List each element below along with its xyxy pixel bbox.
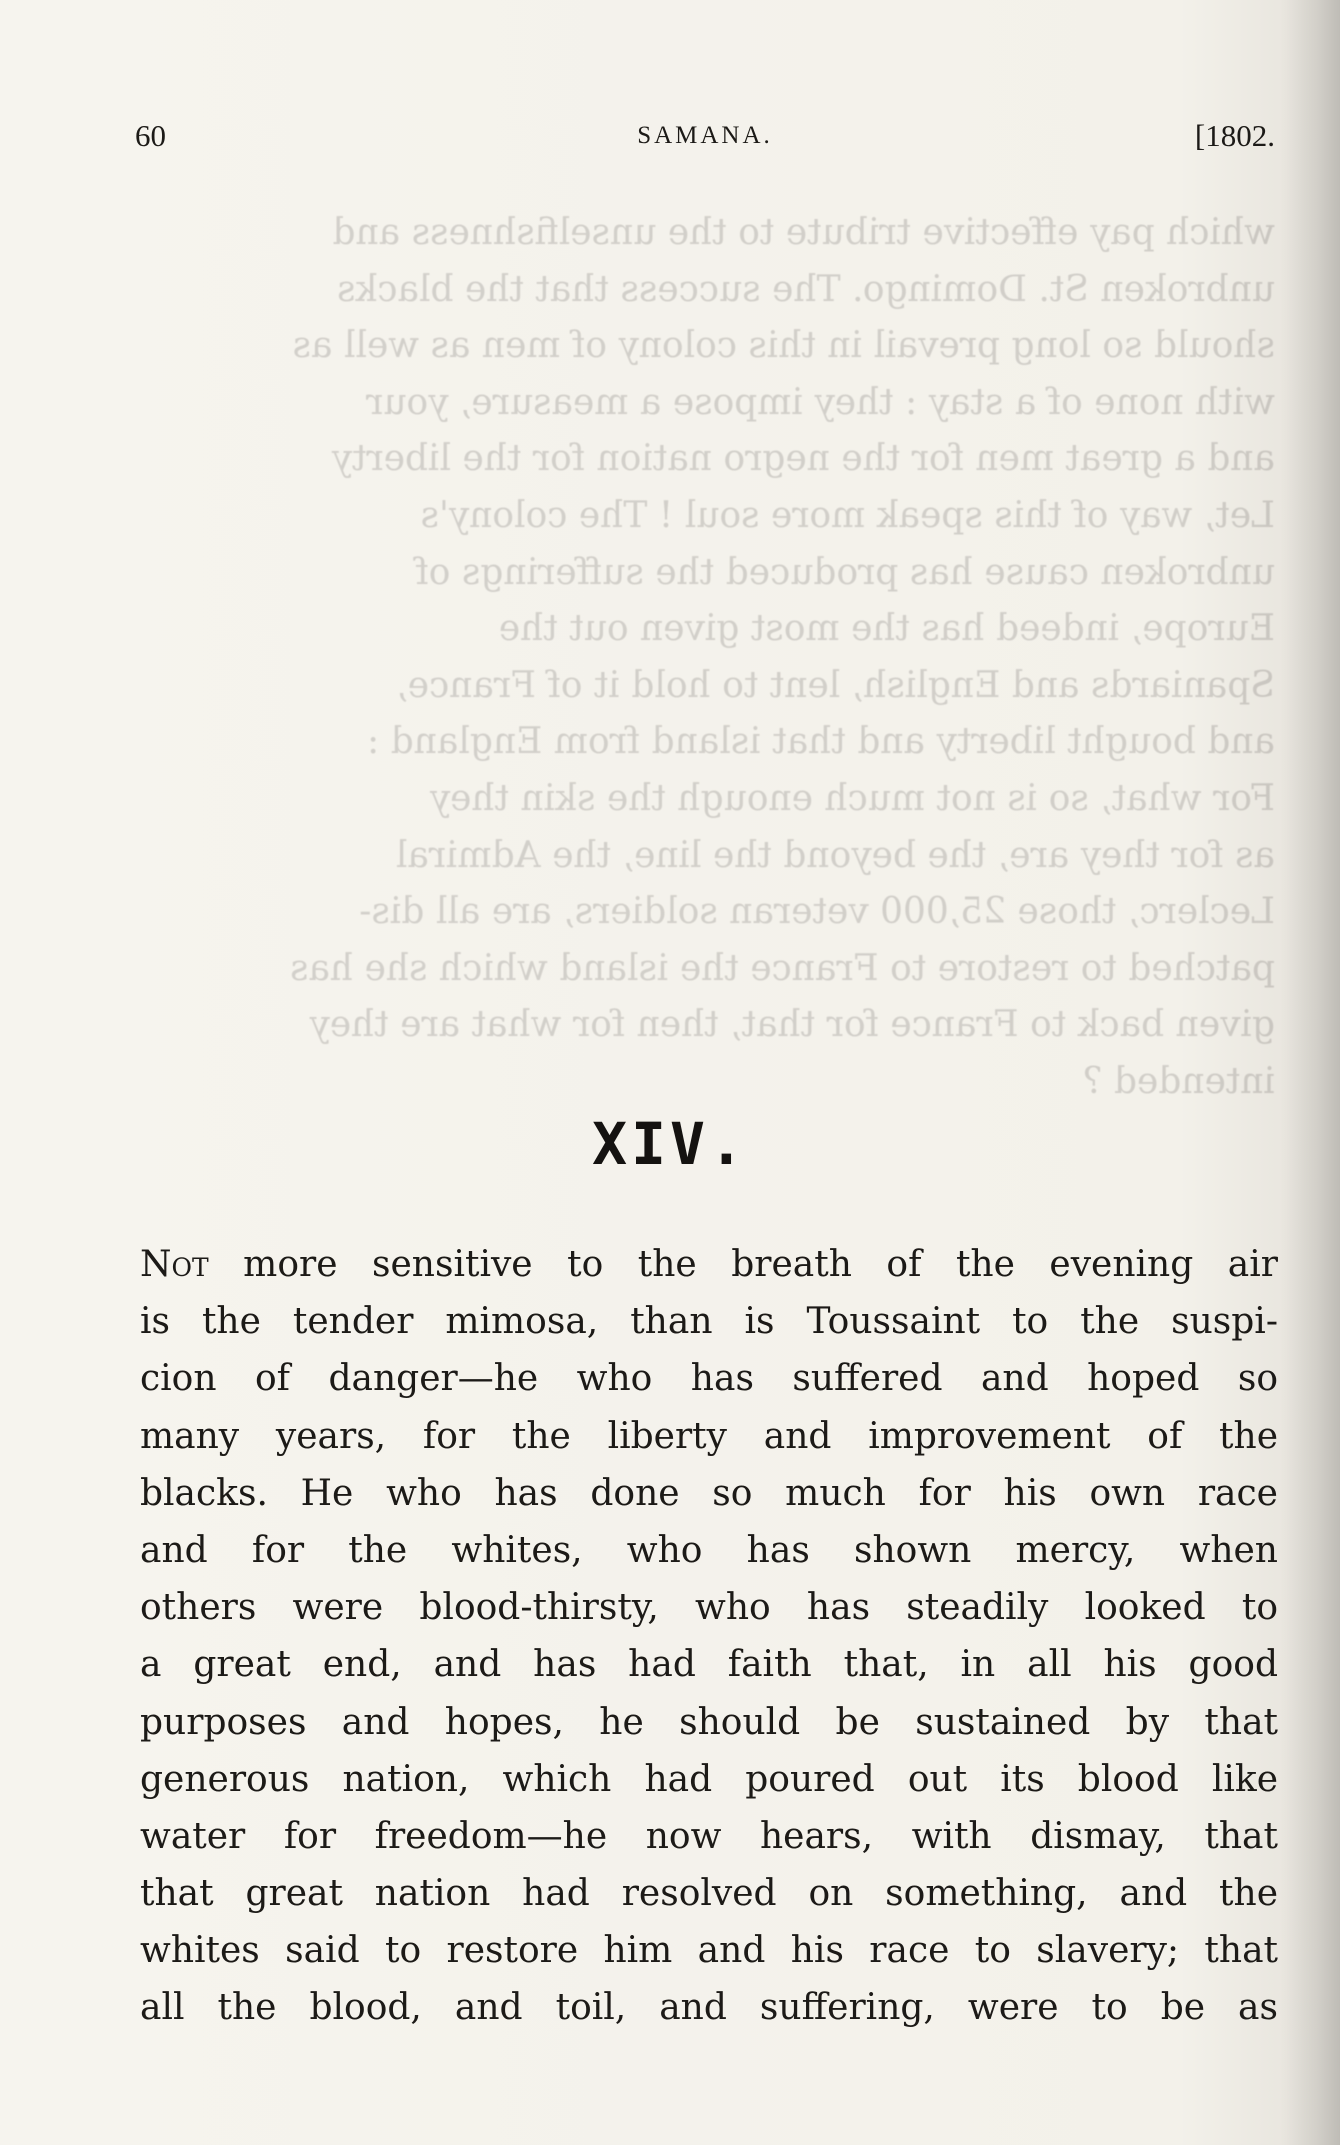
bleed-line: For what, so is not much enough the skin they xyxy=(429,777,1275,819)
bleed-line: should so long prevail in this colony of men as well as xyxy=(292,325,1275,367)
chapter-body xyxy=(140,1236,1278,2037)
bleed-through-text xyxy=(135,205,1275,1111)
drop-word: Not xyxy=(140,1244,209,1285)
text-line: blacks. He who has done so much for his own race xyxy=(140,1472,1278,1514)
text-line: that great nation had resolved on something, and the xyxy=(140,1873,1278,1915)
text-line: purposes and hopes, he should be sustained by that xyxy=(140,1701,1278,1743)
text-line: is the tender mimosa, than is Toussaint to the suspi- xyxy=(140,1301,1278,1343)
header-year: [1802. xyxy=(1194,118,1275,153)
bleed-line: and bought liberty and that island from England : xyxy=(367,721,1275,763)
bleed-line: Leclerc, those 25,000 veteran soldiers, are all dis- xyxy=(359,891,1275,933)
bleed-line: patched to restore to France the island which she has xyxy=(290,947,1275,989)
bleed-line: as for they are, the beyond the line, the Admiral xyxy=(395,834,1275,876)
bleed-line: given back to France for that, then for what are they xyxy=(309,1004,1275,1046)
text-line: and for the whites, who has shown mercy, when xyxy=(140,1529,1278,1571)
text-line: a great end, and has had faith that, in all his good xyxy=(140,1644,1278,1686)
text-line: all the blood, and toil, and suffering, were to be as xyxy=(140,1987,1278,2029)
bleed-line: intended ? xyxy=(1083,1060,1275,1102)
bleed-line: unbroken St. Domingo. The success that the blacks xyxy=(337,268,1275,310)
text-line: generous nation, which had poured out its blood like xyxy=(140,1758,1278,1800)
bleed-line: Spaniards and English, lent to hold it of France, xyxy=(396,664,1275,706)
bleed-line: which pay effective tribute to the unselfishness and xyxy=(332,212,1275,253)
bleed-line: Let, way of this speak more soul ! The colony's xyxy=(420,494,1275,536)
text-line: many years, for the liberty and improvement of the xyxy=(140,1415,1278,1457)
running-header xyxy=(135,112,1275,162)
text-line: others were blood-thirsty, who has steadily looked to xyxy=(140,1587,1278,1629)
chapter-heading: XIV. xyxy=(592,1110,748,1178)
bleed-line: Europe, indeed has the most given out the xyxy=(498,608,1275,650)
bleed-line: with none of a stay : they impose a measure, your xyxy=(366,381,1275,423)
page-number: 60 xyxy=(135,118,166,153)
text-line: water for freedom—he now hears, with dismay, that xyxy=(140,1815,1278,1857)
page-gutter-shadow xyxy=(1280,0,1340,2145)
text-line-rest: more sensitive to the breath of the evening air xyxy=(208,1244,1278,1285)
text-line: cion of danger—he who has suffered and hoped so xyxy=(140,1358,1278,1400)
text-line: whites said to restore him and his race to slavery; that xyxy=(140,1930,1278,1972)
bleed-line: and a great men for the negro nation for the liberty xyxy=(331,438,1275,480)
text-line xyxy=(140,1236,1278,1293)
running-title: SAMANA. xyxy=(637,122,773,149)
bleed-line: unbroken cause has produced the sufferings of xyxy=(415,551,1275,593)
